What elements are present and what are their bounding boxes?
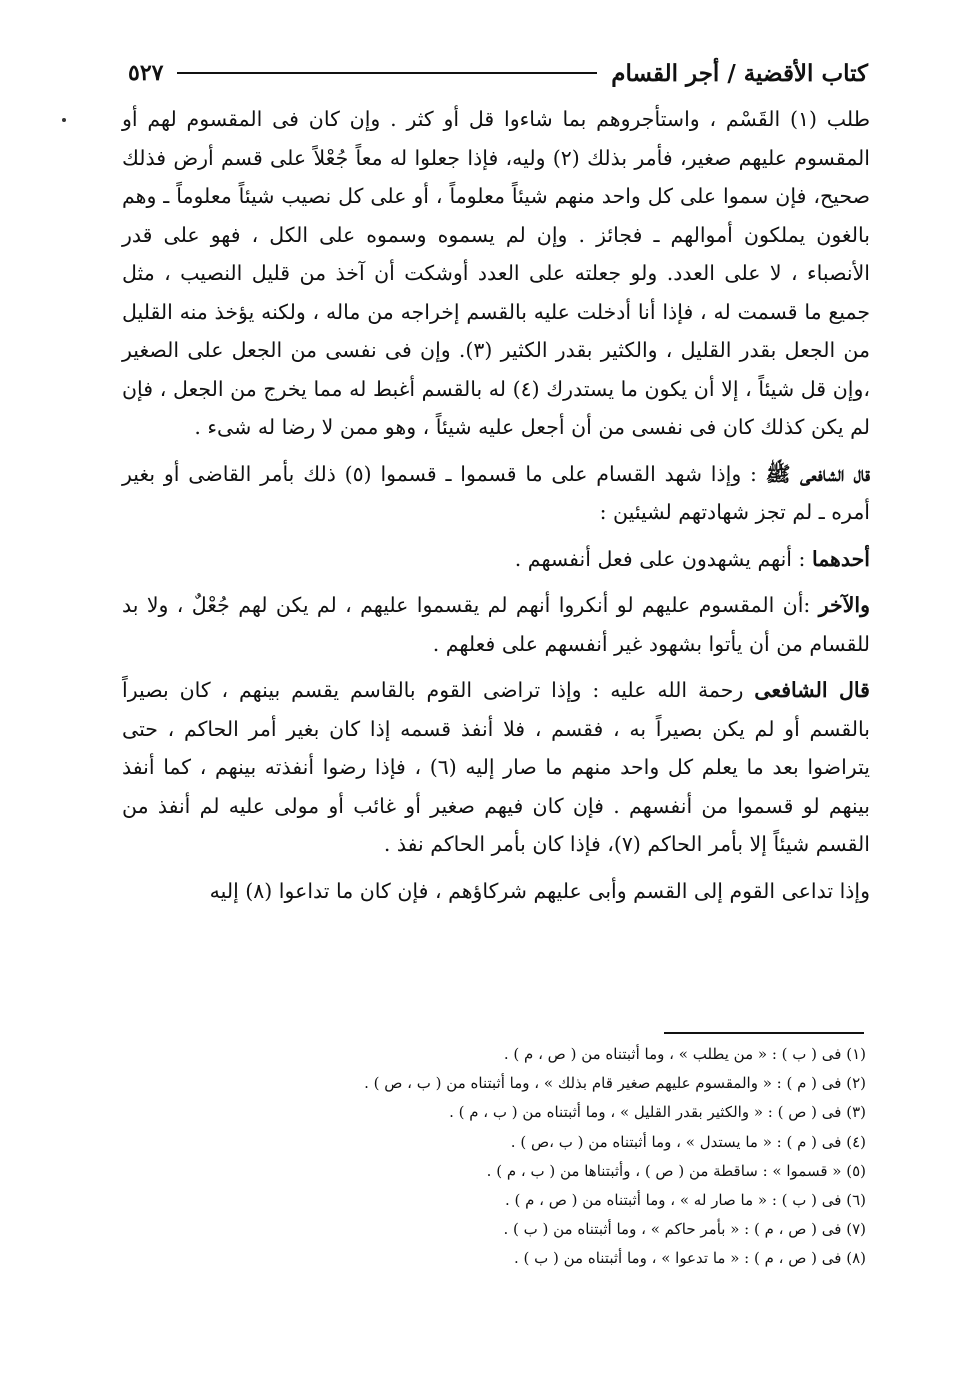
paragraph-lead: قال الشافعى	[754, 678, 870, 702]
footnote: (٨) فى ( ص ، م ) : « ما تدعوا » ، وما أثبتناه من ( ب ) .	[513, 1249, 866, 1268]
running-header	[128, 56, 868, 90]
footnote: (١) فى ( ب ) : « من يطلب » ، وما أثبتناه من ( ص ، م ) .	[503, 1045, 866, 1063]
main-text	[122, 100, 870, 918]
footnote: (٤) فى ( م ) : « ما يستدل » ، وما أثبتناه من ( ب ،ص ) .	[510, 1132, 866, 1151]
paragraph-4	[122, 586, 870, 663]
paragraph-2	[122, 455, 870, 532]
paragraph-lead: قال الشافعى ﷺ	[765, 461, 870, 486]
footnote: (٢) فى ( م ) : « والمقسوم عليهم صغير قام بذلك » ، وما أثبتناه من ( ب ، ص ) .	[364, 1074, 866, 1093]
paragraph-lead: والآخر	[818, 593, 870, 617]
paragraph-6	[122, 872, 870, 911]
paragraph-3	[122, 540, 870, 579]
footnotes	[300, 1040, 866, 1274]
margin-mark	[62, 118, 66, 122]
page-number: ٥٢٧	[128, 60, 164, 86]
footnote: (٣) فى ( ص ) : « والكثير بقدر القليل » ، وما أثبتناه من ( ب ، م ) .	[449, 1103, 866, 1122]
header-rule	[177, 72, 597, 74]
paragraph-text: وإذا تداعى القوم إلى القسم وأبى عليهم شركاؤهم ، فإن كان ما تداعوا (٨) إليه	[209, 878, 870, 903]
header-title: كتاب الأقضية / أجر القسام	[611, 59, 868, 87]
footnote: (٦) فى ( ب ) : « ما صار له » ، وما أثبتناه من ( ص ، م ) .	[504, 1191, 866, 1210]
paragraph-text: :أن المقسوم عليهم لو أنكروا أنهم لم يقسموا عليهم ، لم يكن لهم جُعْلٌ ، ولا بد للقسام من أن يأتوا بشهود غير أنفسهم على فعلهم .	[122, 593, 870, 656]
paragraph-1	[122, 100, 870, 447]
paragraph-text: طلب (١) القَسْم ، واستأجروهم بما شاءوا قل أو كثر . وإن كان فى المقسوم لهم أو المقسوم عليهم صغير، فأمر بذلك (٢) وليه، فإذا جعلوا له معاً جُعْلاً على قسم أرض فذلك صحيح، فإن سموا على كل واحد منهم شيئاً معلوماً ، أو على كل نصيب شيئاً معلوماً ـ وهم بالغون يملكون أموالهم ـ فجائز . وإن لم يسموه وسموه على الكل ، فهو على قدر الأنصباء ، لا على العدد. ولو جعلته على العدد أوشكت أن آخذ من قليل النصيب ، مثل جميع ما قسمت له ، فإذا أنا أدخلت عليه بالقسم إخراجه من ماله ، ولكنه يؤخذ منه القليل من الجعل بقدر القليل ، والكثير بقدر الكثير (٣). وإن فى نفسى من الجعل على الصغير ،وإن قل شيئاً ، إلا أن يكون ما يستدرك (٤) له بالقسم أغبط له مما يخرج من الجعل ، فإن لم يكن كذلك كان فى نفسى من أن أجعل عليه شيئاً ، وهو ممن لا رضا له شىء .	[122, 107, 871, 439]
footnote: (٥) « قسموا » : ساقطة من ( ص ) ، وأثبتناها من ( ب ، م ) .	[486, 1161, 866, 1180]
paragraph-lead: أحدهما	[811, 546, 870, 571]
paragraph-text: : أنهم يشهدون على فعل أنفسهم .	[514, 546, 806, 571]
footnote-rule	[664, 1032, 864, 1034]
paragraph-text: : وإذا شهد القسام على ما قسموا ـ قسموا (٥) ذلك بأمر القاضى أو بغير أمره ـ لم تجز شهادتهم لشيئين :	[122, 461, 870, 524]
paragraph-5	[122, 671, 870, 864]
footnote: (٧) فى ( ص ، م ) : « بأمر حاكم » ، وما أثبتناه من ( ب ) .	[503, 1220, 866, 1239]
paragraph-text: رحمة الله عليه : وإذا تراضى القوم بالقاسم يقسم بينهم ، كان بصيراً بالقسم أو لم يكن بصيراً به ، فقسم ، فلا أنفذ قسمه إذا كان بغير أمر الحاكم ، حتى يتراضوا بعد ما يعلم كل واحد منهم ما صار إليه (٦) ، فإذا رضوا أنفذته بينهم ، كما أنفذ بينهم لو قسموا من أنفسهم . فإن كان فيهم صغير أو غائب أو مولى عليه لم أنفذ من القسم شيئاً إلا بأمر الحاكم (٧)، فإذا كان بأمر الحاكم نفذ .	[122, 678, 870, 856]
